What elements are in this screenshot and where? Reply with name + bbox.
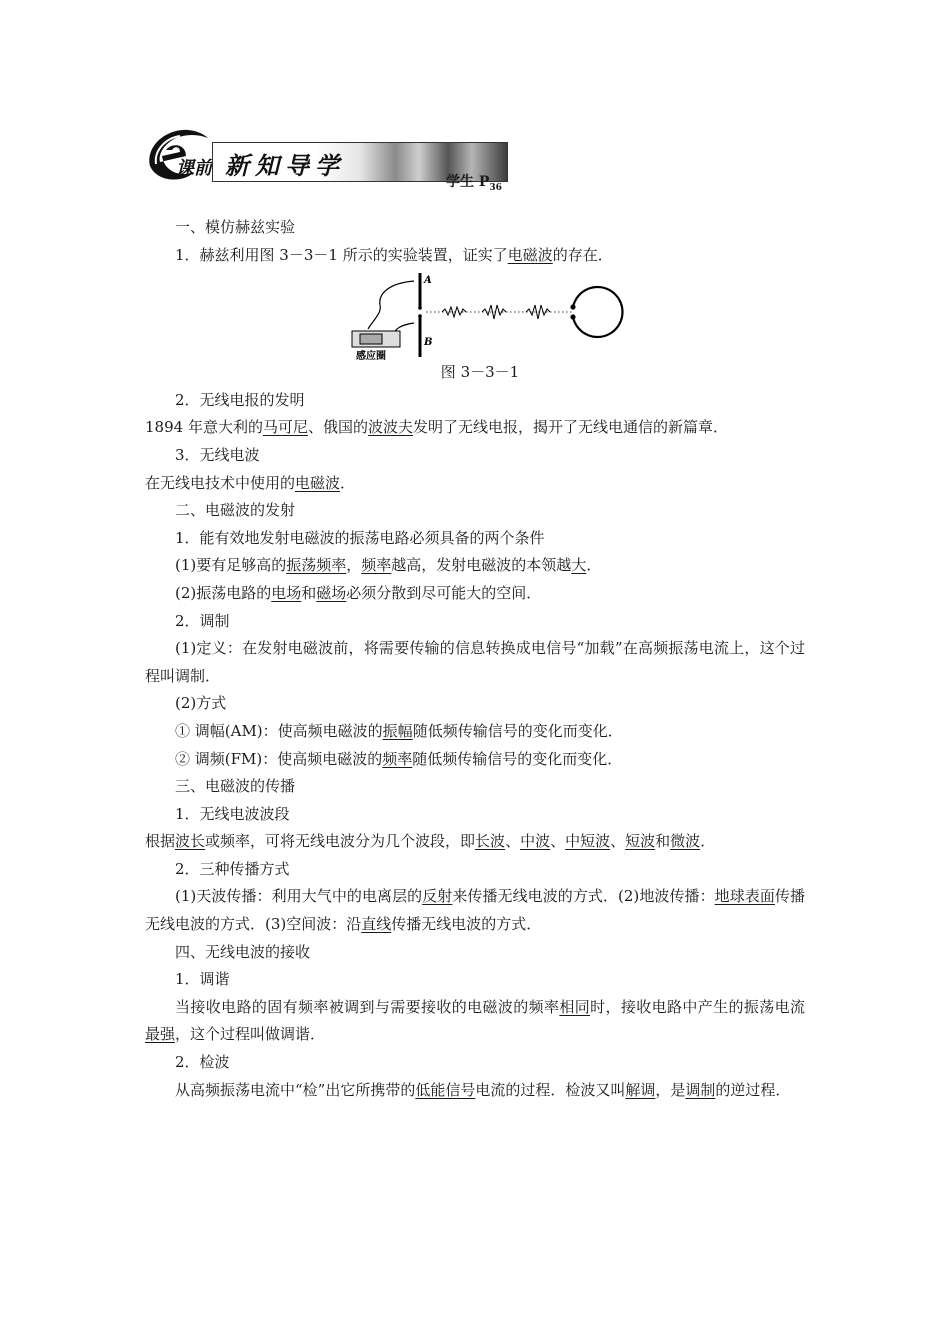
s4-tuning-text: 当接收电路的固有频率被调到与需要接收的电磁波的频率相同时，接收电路中产生的振荡电流最强，这个过程叫做调谐． [145,997,805,1044]
section-4-heading: 四、无线电波的接收 [175,942,311,961]
s2-modulation-modes: (2)方式 [175,694,227,713]
s2-condition-2: (2)振荡电路的电场和磁场必须分散到尽可能大的空间． [175,583,542,602]
figure-caption: 图 3－3－1 [440,363,520,382]
section-3-heading: 三、电磁波的传播 [175,777,296,796]
s3-bands-text: 根据波长或频率，可将无线电波分为几个波段，即长波、中波、中短波、短波和微波． [145,832,716,851]
s2-fm: ② 调频(FM)：使高频电磁波的频率随低频传输信号的变化而变化． [175,749,623,768]
svg-text:B: B [424,337,433,349]
s2-am: ① 调幅(AM)：使高频电磁波的振幅随低频传输信号的变化而变化． [175,721,623,740]
section-2-heading: 二、电磁波的发射 [175,501,296,520]
s1-item-2-title: 2．无线电报的发明 [175,390,305,409]
svg-text:感应圈: 感应圈 [356,351,386,362]
s2-modulation-definition: (1)定义：在发射电磁波前，将需要传输的信息转换成电信号“加载”在高频振荡电流上，这个过程叫调制． [145,639,805,685]
s1-item-3-title: 3．无线电波 [175,445,260,464]
s2-item-2-title: 2．调制 [175,611,230,630]
s2-condition-1: (1)要有足够高的振荡频率，频率越高，发射电磁波的本领越大． [175,556,602,575]
s3-item-2-title: 2．三种传播方式 [175,859,290,878]
s2-item-1-title: 1．能有效地发射电磁波的振荡电路必须具备的两个条件 [175,528,545,547]
s4-item-1-title: 1．调谐 [175,970,230,989]
s3-propagation-text: (1)天波传播：利用大气中的电离层的反射来传播无线电波的方式．(2)地波传播：地球表面传播无线电波的方式．(3)空间波：沿直线传播无线电波的方式． [145,887,805,934]
s4-item-2-title: 2．检波 [175,1053,230,1072]
s1-item-2-text: 1894 年意大利的马可尼、俄国的波波夫发明了无线电报，揭开了无线电通信的新篇章． [145,418,729,437]
hertz-apparatus-diagram [350,271,640,361]
hertz-apparatus-figure [145,269,805,362]
header-prefix: 课前 [176,158,212,179]
student-page-ref: 学生 $P_{36}$ [446,174,502,193]
document-body [145,214,805,1104]
svg-text:A: A [424,275,432,287]
header-title: 新知导学 [225,151,345,180]
s1-item-1: 1．赫兹利用图 3－3－1 所示的实验装置，证实了电磁波的存在． [175,245,613,264]
s3-item-1-title: 1．无线电波波段 [175,804,290,823]
section-1-heading: 一、模仿赫兹实验 [175,218,296,236]
s1-item-3-text: 在无线电技术中使用的电磁波． [145,473,356,492]
s4-detection-text: 从高频振荡电流中“检”出它所携带的低能信号电流的过程．检波又叫解调，是调制的逆过程． [175,1080,791,1099]
